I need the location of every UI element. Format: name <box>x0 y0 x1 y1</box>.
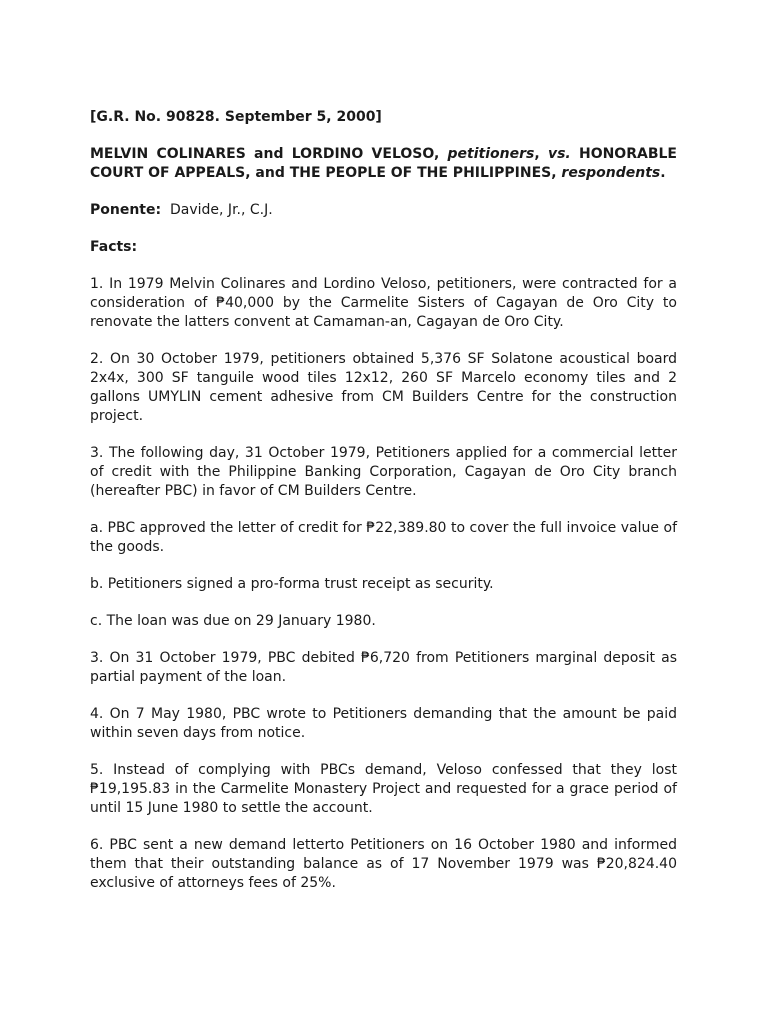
caption-sep: , <box>534 146 548 162</box>
ponente-value: Davide, Jr., C.J. <box>170 202 273 218</box>
document-page <box>90 108 677 911</box>
caption-part1: MELVIN COLINARES and LORDINO VELOSO, <box>90 146 448 162</box>
ponente-label: Ponente: <box>90 202 162 218</box>
case-citation: [G.R. No. 90828. September 5, 2000] <box>90 109 382 125</box>
case-caption <box>90 145 677 183</box>
caption-vs: vs. <box>547 146 571 162</box>
fact-paragraph: 4. On 7 May 1980, PBC wrote to Petitioners demanding that the amount be paid within seven days from notice. <box>90 706 677 741</box>
caption-petitioners: petitioners <box>447 146 535 162</box>
fact-paragraph: 6. PBC sent a new demand letterto Petitioners on 16 October 1980 and informed them that their outstanding balance as of 17 November 1979 was ₱20,824.40 exclusive of attorneys fees of 25%. <box>90 837 677 891</box>
caption-part2: HONORABLE COURT OF APPEALS, and THE PEOPLE OF THE PHILIPPINES, <box>90 146 677 181</box>
caption-respondents: respondents <box>561 165 661 181</box>
fact-paragraph: 5. Instead of complying with PBCs demand, Veloso confessed that they lost ₱19,195.83 in the Carmelite Monastery Project and requested for a grace period of until 15 June 1980 to settle the account. <box>90 762 677 816</box>
fact-paragraph: c. The loan was due on 29 January 1980. <box>90 613 376 629</box>
ponente-line <box>90 201 677 220</box>
facts-heading: Facts: <box>90 239 138 255</box>
fact-paragraph: 3. The following day, 31 October 1979, Petitioners applied for a commercial letter of credit with the Philippine Banking Corporation, Cagayan de Oro City branch (hereafter PBC) in favor of CM Builders Centre. <box>90 445 677 499</box>
caption-end: . <box>660 165 666 181</box>
fact-paragraph: 3. On 31 October 1979, PBC debited ₱6,720 from Petitioners marginal deposit as partial payment of the loan. <box>90 650 677 685</box>
fact-paragraph: a. PBC approved the letter of credit for ₱22,389.80 to cover the full invoice value of the goods. <box>90 520 677 555</box>
fact-paragraph: 1. In 1979 Melvin Colinares and Lordino Veloso, petitioners, were contracted for a consideration of ₱40,000 by the Carmelite Sisters of Cagayan de Oro City to renovate the latters convent at Camaman-an, Cagayan de Oro City. <box>90 276 677 330</box>
fact-paragraph: b. Petitioners signed a pro-forma trust receipt as security. <box>90 576 494 592</box>
fact-paragraph: 2. On 30 October 1979, petitioners obtained 5,376 SF Solatone acoustical board 2x4x, 300 SF tanguile wood tiles 12x12, 260 SF Marcelo economy tiles and 2 gallons UMYLIN cement adhesive from CM Builders Centre for the construction project. <box>90 351 677 424</box>
